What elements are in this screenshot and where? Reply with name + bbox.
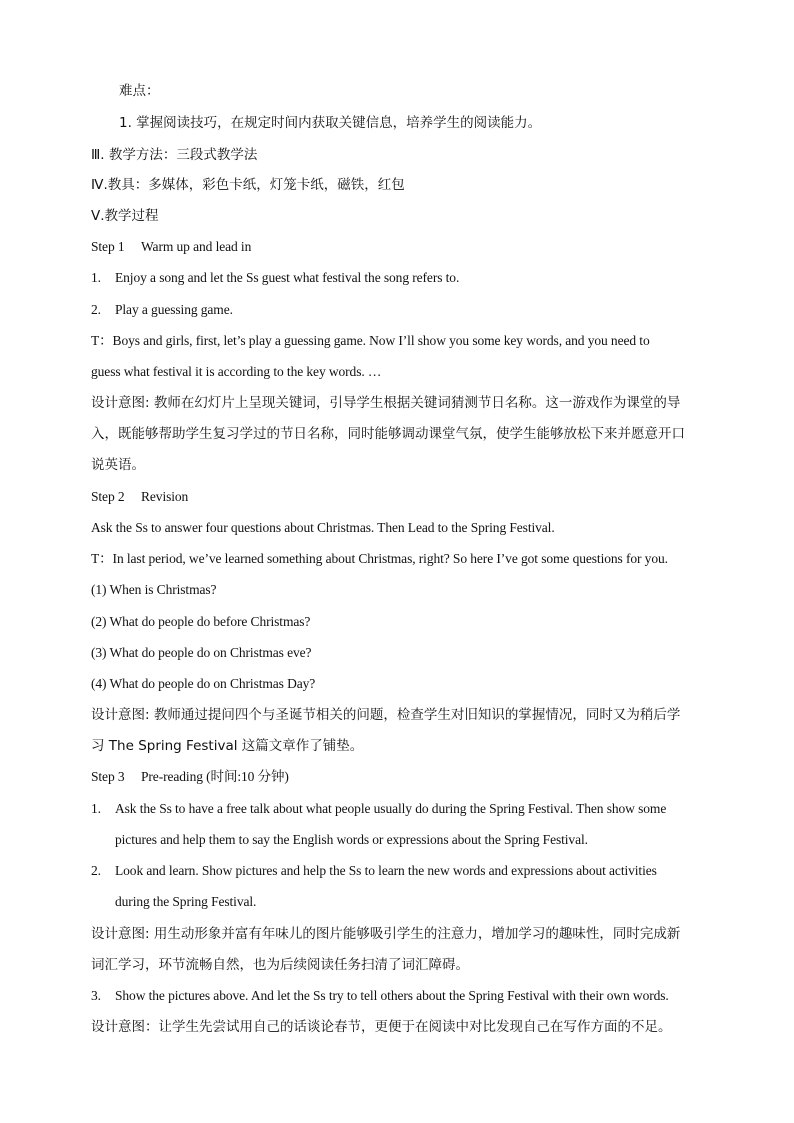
step1-label: Step 1: [91, 239, 125, 254]
teaching-tools: Ⅳ.教具：多媒体，彩色卡纸，灯笼卡纸，磁铁，红包: [91, 177, 405, 193]
step3-label: Step 3: [91, 769, 125, 784]
step1-teacher-line-2: guess what festival it is according to the key words. …: [91, 364, 382, 379]
difficulty-heading: 难点：: [119, 83, 160, 99]
step3-item-2-line-1: [91, 862, 657, 880]
step3-design-line-1: 设计意图: 用生动形象并富有年味儿的图片能够吸引学生的注意力，增加学习的趣味性，同时完成新: [91, 926, 681, 942]
step2-label: Step 2: [91, 489, 125, 504]
step1-item-2: [91, 301, 233, 319]
step1-item-2-text: Play a guessing game.: [115, 302, 233, 317]
step3-item-3: [91, 987, 669, 1005]
step1-item-2-number: 2.: [91, 302, 101, 317]
step2-design-line-1: 设计意图: 教师通过提问四个与圣诞节相关的问题，检查学生对旧知识的掌握情况，同时又为稍后学: [91, 707, 681, 723]
step2-ask: Ask the Ss to answer four questions about Christmas. Then Lead to the Spring Festival.: [91, 520, 555, 535]
difficulty-item-1: 1. 掌握阅读技巧，在规定时间内获取关键信息，培养学生的阅读能力。: [119, 115, 542, 131]
step2-heading: [91, 488, 188, 506]
step1-design-line-3: 说英语。: [91, 457, 145, 473]
step3-item-3-text: Show the pictures above. And let the Ss try to tell others about the Spring Festival with their own words.: [115, 988, 669, 1003]
step2-question-2: (2) What do people do before Christmas?: [91, 614, 311, 629]
teaching-method: Ⅲ. 教学方法：三段式教学法: [91, 147, 258, 163]
step3-item-2-line-2: during the Spring Festival.: [115, 894, 257, 909]
step3-item-1-number: 1.: [91, 801, 101, 816]
step3-item-1-line-1: [91, 800, 666, 818]
step1-design-line-2: 入，既能够帮助学生复习学过的节日名称，同时能够调动课堂气氛，使学生能够放松下来并愿意开口: [91, 426, 685, 442]
step1-item-1-text: Enjoy a song and let the Ss guest what festival the song refers to.: [115, 270, 460, 285]
step2-question-3: (3) What do people do on Christmas eve?: [91, 645, 312, 660]
step3-item-1-text: Ask the Ss to have a free talk about what people usually do during the Spring Festival. Then show some: [115, 801, 667, 816]
step2-teacher: T：In last period, we’ve learned something about Christmas, right? So here I’ve got some questions for you.: [91, 551, 668, 566]
step2-design-line-2: 习 The Spring Festival 这篇文章作了铺垫。: [91, 738, 364, 754]
step1-heading: [91, 238, 251, 256]
step3-item-3-number: 3.: [91, 988, 101, 1003]
step3-design-line-2: 词汇学习，环节流畅自然，也为后续阅读任务扫清了词汇障碍。: [91, 957, 469, 973]
step3-heading: [91, 768, 289, 786]
step1-teacher-line-1: T：Boys and girls, first, let’s play a guessing game. Now I’ll show you some key words, and you need to: [91, 333, 650, 348]
step3-item-1-line-2: pictures and help them to say the English words or expressions about the Spring Festival.: [115, 832, 588, 847]
step2-question-4: (4) What do people do on Christmas Day?: [91, 676, 316, 691]
step1-item-1: [91, 269, 459, 287]
step1-item-1-number: 1.: [91, 270, 101, 285]
step3-item-2-number: 2.: [91, 863, 101, 878]
step1-design-line-1: 设计意图: 教师在幻灯片上呈现关键词，引导学生根据关键词猜测节日名称。这一游戏作为课堂的导: [91, 395, 681, 411]
teaching-process-heading: Ⅴ.教学过程: [91, 208, 159, 224]
step1-title: Warm up and lead in: [141, 239, 252, 254]
step3-title: Pre-reading (时间:10 分钟): [141, 769, 289, 784]
step2-question-1: (1) When is Christmas?: [91, 582, 217, 597]
step3-design-line-3: 设计意图：让学生先尝试用自己的话谈论春节，更便于在阅读中对比发现自己在写作方面的不足。: [91, 1019, 672, 1035]
step3-item-2-text: Look and learn. Show pictures and help the Ss to learn the new words and expressions about activities: [115, 863, 657, 878]
step2-title: Revision: [141, 489, 189, 504]
